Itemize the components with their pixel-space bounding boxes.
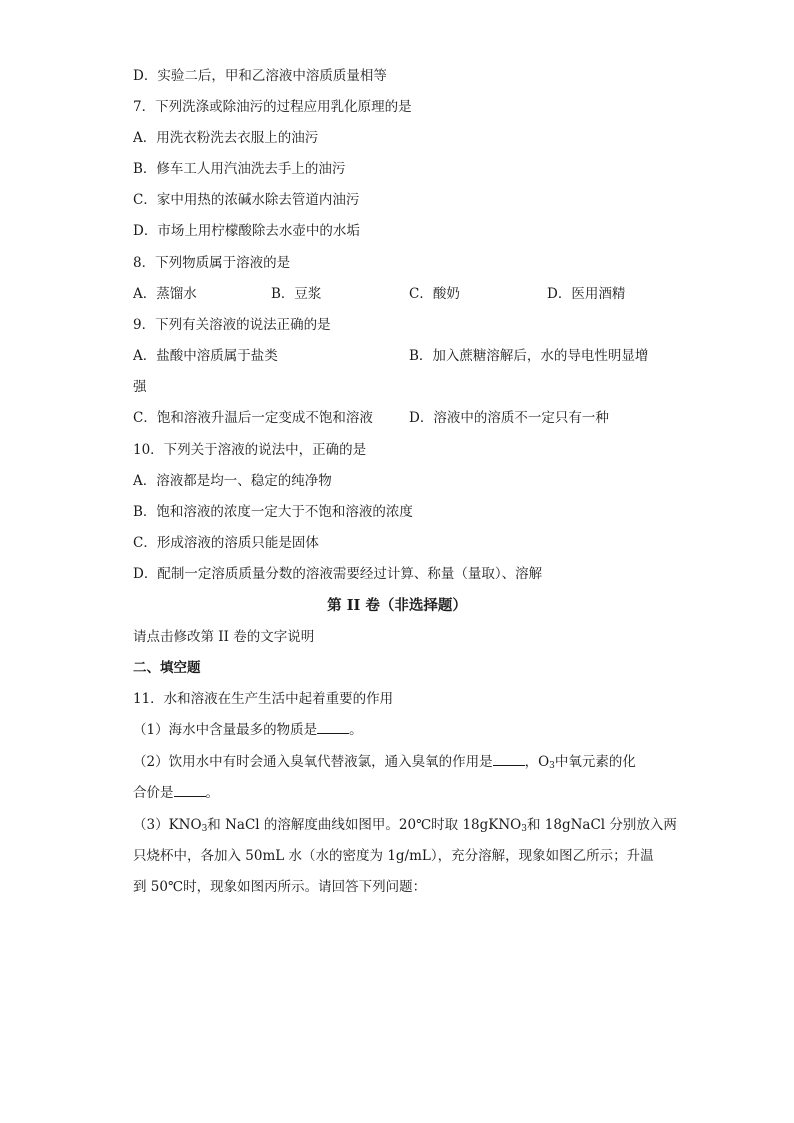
q7-option-c: C．家中用热的浓碱水除去管道内油污 — [133, 192, 360, 208]
q7-stem: 7．下列洗涤或除油污的过程应用乳化原理的是 — [133, 99, 412, 115]
q11-part-1-text: （1）海水中含量最多的物质是 — [133, 722, 318, 738]
q11-part-3-text-b: 和 NaCl 的溶解度曲线如图甲。20℃时取 18gKNO — [207, 817, 522, 833]
q11-part-2-ozone: ，O — [524, 754, 550, 770]
q8-option-d: D．医用酒精 — [547, 286, 626, 302]
q8-option-b: B．豆浆 — [271, 286, 322, 302]
answer-blank[interactable] — [174, 783, 206, 797]
q10-option-a: A．溶液都是均一、稳定的纯净物 — [133, 473, 332, 489]
q9-option-a: A．盐酸中溶质属于盐类 — [133, 348, 278, 364]
q11-part-1 — [133, 720, 363, 740]
q11-part-3-line-1 — [133, 815, 677, 835]
q10-option-d: D．配制一定溶质质量分数的溶液需要经过计算、称量（量取）、溶解 — [133, 566, 543, 582]
answer-blank[interactable] — [317, 720, 349, 734]
q9-option-b-continuation: 强 — [133, 379, 147, 395]
q9-option-c: C．饱和溶液升温后一定变成不饱和溶液 — [133, 410, 373, 426]
q7-option-d: D．市场上用柠檬酸除去水壶中的水垢 — [133, 223, 360, 239]
q6-option-d: D．实验二后，甲和乙溶液中溶质质量相等 — [133, 68, 387, 84]
q9-options-row-1 — [133, 346, 673, 366]
q11-part-3-subscript-1: 3 — [201, 824, 208, 834]
q11-part-3-text-c: 和 18gNaCl 分别放入两 — [526, 817, 677, 833]
q11-part-2-continuation — [133, 783, 219, 803]
q11-stem: 11．水和溶液在生产生活中起着重要的作用 — [133, 691, 394, 707]
q11-part-2-text-2: 中氧元素的化 — [554, 754, 636, 770]
q8-options-row — [133, 284, 673, 304]
q11-part-2-text-3: 合价是 — [133, 785, 174, 801]
q11-part-2-ozone-subscript: 3 — [549, 761, 555, 771]
part-two-note: 请点击修改第 II 卷的文字说明 — [133, 629, 315, 645]
q11-part-3-subscript-2: 3 — [521, 824, 527, 834]
q10-option-c: C．形成溶液的溶质只能是固体 — [133, 535, 319, 551]
q7-option-a: A．用洗衣粉洗去衣服上的油污 — [133, 130, 319, 146]
q9-options-row-2 — [133, 408, 673, 428]
section-fill-in-heading: 二、填空题 — [133, 660, 201, 676]
q9-option-b: B．加入蔗糖溶解后，水的导电性明显增 — [409, 348, 649, 364]
q11-part-3-line-2: 只烧杯中，各加入 50mL 水（水的密度为 1g/mL），充分溶解，现象如图乙所示；升温 — [133, 848, 654, 864]
q11-part-3-text-a: （3）KNO — [133, 817, 202, 833]
q11-part-2-text: （2）饮用水中有时会通入臭氧代替液氯，通入臭氧的作用是 — [133, 754, 493, 770]
q11-part-2 — [133, 752, 636, 772]
q9-option-d: D．溶液中的溶质不一定只有一种 — [409, 410, 609, 426]
part-two-title: 第 II 卷（非选择题） — [327, 597, 467, 614]
q11-part-3-line-3: 到 50℃时，现象如图丙所示。请回答下列问题： — [133, 879, 427, 895]
q10-stem: 10．下列关于溶液的说法中，正确的是 — [133, 442, 367, 458]
q11-part-1-end: 。 — [349, 722, 363, 738]
q7-option-b: B．修车工人用汽油洗去手上的油污 — [133, 161, 346, 177]
q9-stem: 9．下列有关溶液的说法正确的是 — [133, 317, 331, 333]
q11-part-2-end: 。 — [205, 785, 219, 801]
q8-stem: 8．下列物质属于溶液的是 — [133, 255, 291, 271]
q8-option-a: A．蒸馏水 — [133, 286, 197, 302]
q8-option-c: C．酸奶 — [409, 286, 460, 302]
q10-option-b: B．饱和溶液的浓度一定大于不饱和溶液的浓度 — [133, 504, 413, 520]
answer-blank[interactable] — [493, 752, 525, 766]
